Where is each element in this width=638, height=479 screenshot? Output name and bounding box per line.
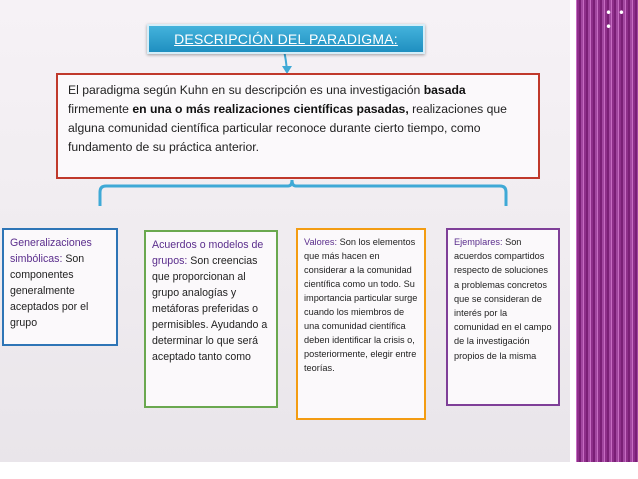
card-body: Son creencias que proporcionan al grupo analogías y metáforas preferidas o permisibles. Ayudando a determinar lo que será aceptado tanto como bbox=[152, 255, 268, 363]
card-body: Son los elementos que más hacen en considerar a la comunidad científica como un todo. Su importancia particular surge cuando los miembros de una comunidad científica deben identificar la crisis o, posteriormente, elegir entre teorías. bbox=[304, 237, 418, 373]
card-heading: Valores: bbox=[304, 237, 338, 247]
card-ejemplares bbox=[446, 228, 560, 406]
definition-text-3: realizaciones que alguna comunidad científica particular reconoce durante cierto tiempo, como fundamento de su práctica anterior. bbox=[68, 102, 507, 154]
card-heading: Acuerdos o modelos de grupos: bbox=[152, 239, 264, 267]
definition-text-1: El paradigma según Kuhn en su descripción es una investigación bbox=[68, 83, 424, 97]
decorative-side-bar bbox=[572, 0, 638, 479]
card-body: Son acuerdos compartidos respecto de soluciones a problemas concretos que se consideran de interés por la comunidad en el campo de la investigación propios de la misma bbox=[454, 237, 552, 361]
slide-dots-ornament: • • • bbox=[605, 6, 626, 34]
card-generalizaciones bbox=[2, 228, 118, 346]
card-acuerdos bbox=[144, 230, 278, 408]
title-banner bbox=[147, 24, 425, 54]
card-body: Son componentes generalmente aceptados por el grupo bbox=[10, 253, 89, 329]
card-heading: Generalizaciones simbólicas: bbox=[10, 237, 92, 265]
definition-box bbox=[56, 73, 540, 179]
card-valores bbox=[296, 228, 426, 420]
bottom-strip bbox=[0, 462, 638, 479]
brace-connector bbox=[100, 180, 506, 206]
card-heading: Ejemplares: bbox=[454, 237, 503, 247]
title-text: DESCRIPCIÓN DEL PARADIGMA: bbox=[174, 31, 398, 47]
definition-bold-1: basada bbox=[423, 83, 466, 97]
definition-text-2: firmemente bbox=[68, 102, 133, 116]
definition-bold-2: en una o más realizaciones científicas pasadas, bbox=[132, 102, 409, 116]
